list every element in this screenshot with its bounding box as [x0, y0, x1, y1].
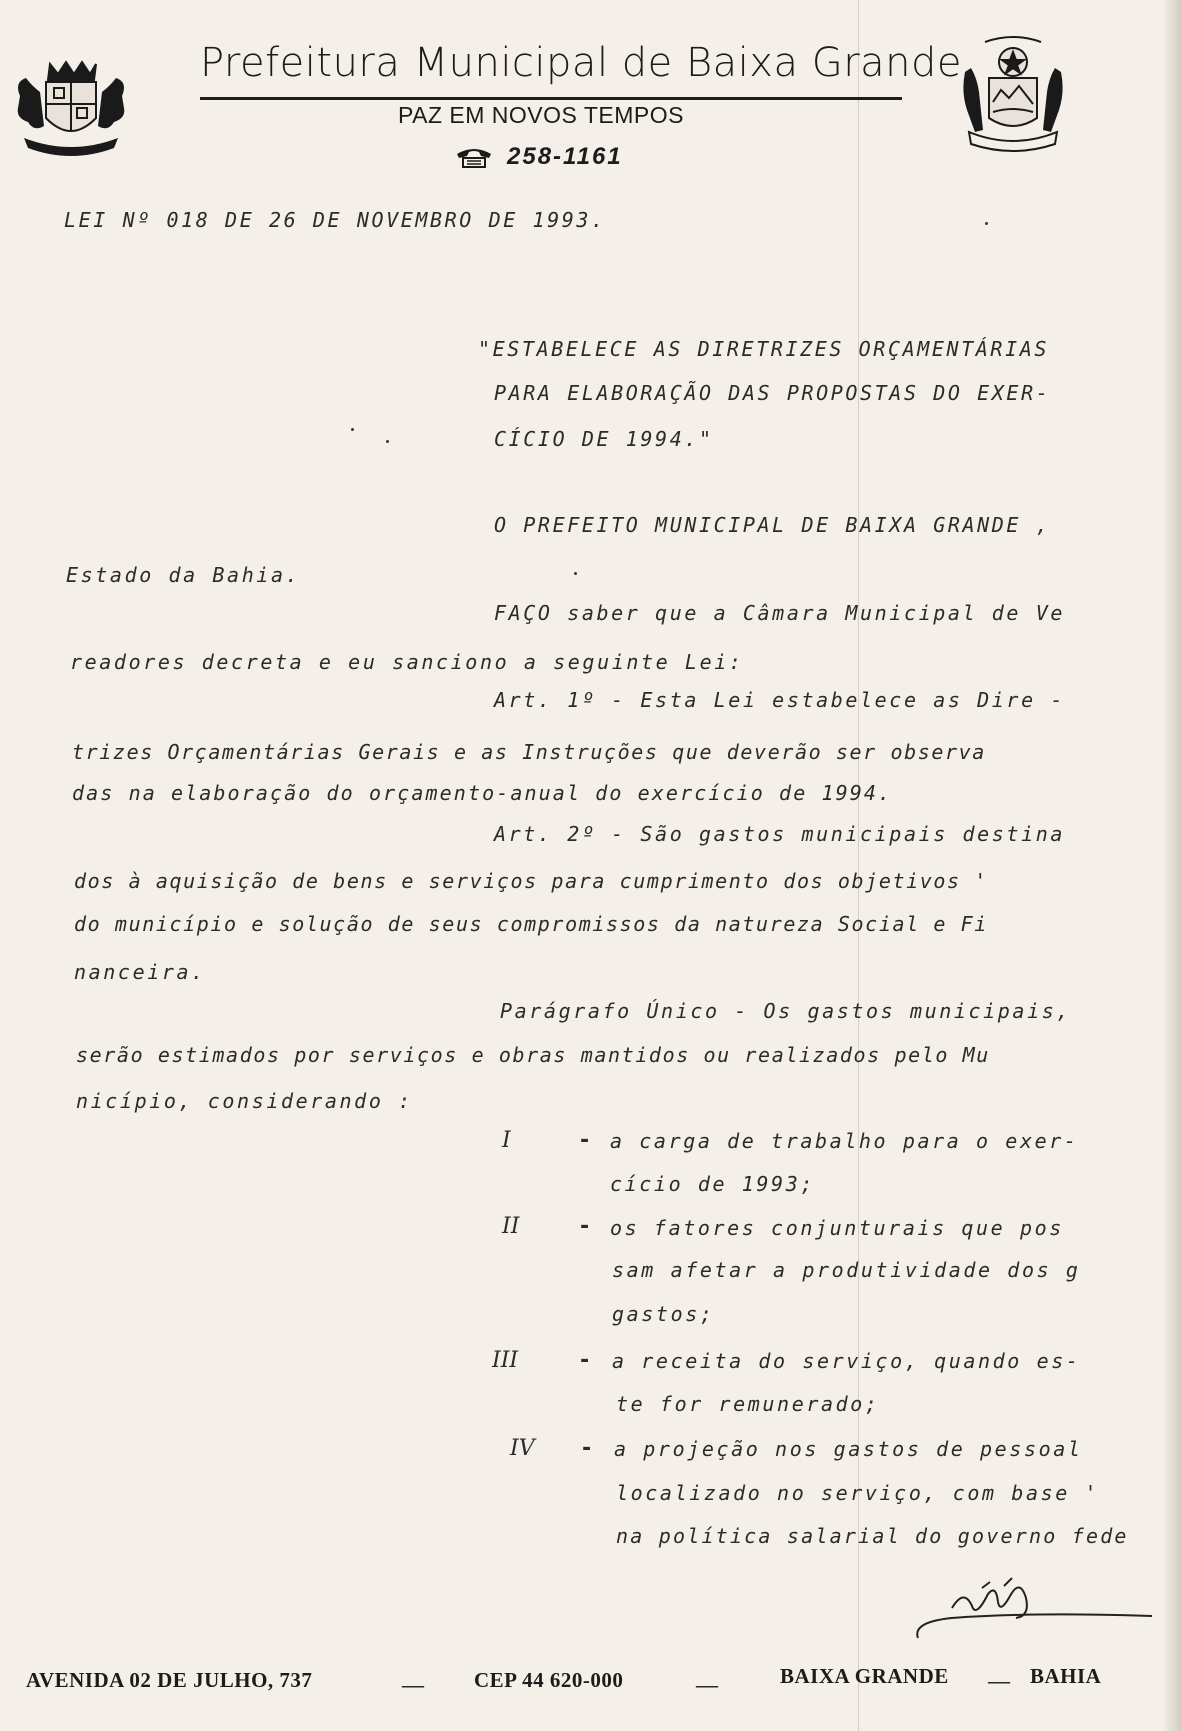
item-dash: - — [580, 1214, 590, 1239]
footer-separator: — — [402, 1672, 424, 1697]
footer-address: AVENIDA 02 DE JULHO, 737 — [26, 1668, 313, 1692]
body-line: nicípio, considerando : — [76, 1089, 413, 1113]
footer-separator: — — [696, 1672, 718, 1697]
item-line: sam afetar a produtividade dos g — [612, 1258, 1081, 1282]
item-line: a receita do serviço, quando es- — [612, 1349, 1081, 1373]
summary-line: PARA ELABORAÇÃO DAS PROPOSTAS DO EXER- — [494, 381, 1051, 405]
body-line: do município e solução de seus compromissos da natureza Social e Fi — [74, 912, 988, 936]
prefeito-line: O PREFEITO MUNICIPAL DE BAIXA GRANDE , — [494, 513, 1051, 537]
letterhead-rule — [200, 97, 902, 100]
letterhead-title: Prefeitura Municipal de Baixa Grande — [200, 40, 963, 86]
item-numeral: III — [492, 1348, 519, 1373]
body-line: nanceira. — [74, 960, 206, 984]
body-line: dos à aquisição de bens e serviços para cumprimento dos objetivos ' — [74, 869, 988, 893]
letterhead-motto: PAZ EM NOVOS TEMPOS — [398, 102, 684, 128]
telephone-icon — [455, 146, 493, 168]
state-coat-of-arms-icon — [957, 32, 1069, 154]
item-line: cício de 1993; — [610, 1172, 815, 1196]
body-line: Art. 2º - São gastos municipais destina — [494, 822, 1065, 846]
summary-line: "ESTABELECE AS DIRETRIZES ORÇAMENTÁRIAS — [478, 337, 1049, 361]
item-dash: - — [580, 1128, 590, 1153]
stray-mark — [351, 428, 354, 431]
letterhead-phone — [455, 143, 623, 171]
body-line: serão estimados por serviços e obras mantidos ou realizados pelo Mu — [76, 1043, 990, 1067]
item-line: os fatores conjunturais que pos — [610, 1216, 1064, 1240]
item-line: gastos; — [612, 1302, 715, 1326]
body-line: readores decreta e eu sanciono a seguinte Lei: — [70, 650, 744, 674]
footer-city: BAIXA GRANDE — [780, 1664, 949, 1688]
municipal-coat-of-arms-icon — [10, 52, 132, 158]
footer-cep: CEP 44 620-000 — [474, 1668, 624, 1692]
item-numeral: IV — [510, 1436, 535, 1461]
body-line: trizes Orçamentárias Gerais e as Instruções que deverão ser observa — [72, 740, 986, 764]
summary-line: CÍCIO DE 1994." — [494, 427, 714, 451]
page-fold-line — [858, 0, 859, 1731]
item-numeral: II — [502, 1214, 520, 1239]
item-dash: - — [580, 1348, 590, 1373]
item-numeral: I — [502, 1128, 511, 1153]
item-line: a projeção nos gastos de pessoal — [614, 1437, 1083, 1461]
body-line: Art. 1º - Esta Lei estabelece as Dire - — [494, 688, 1065, 712]
phone-number: 258-1161 — [507, 143, 623, 170]
stray-mark — [574, 572, 577, 575]
handwritten-signature — [912, 1568, 1162, 1658]
body-line: Parágrafo Único - Os gastos municipais, — [500, 999, 1071, 1023]
footer-separator: — — [988, 1668, 1010, 1693]
item-line: te for remunerado; — [616, 1392, 880, 1416]
law-heading: LEI Nº 018 DE 26 DE NOVEMBRO DE 1993. — [64, 208, 606, 232]
body-line: das na elaboração do orçamento-anual do exercício de 1994. — [72, 781, 893, 805]
stray-mark — [985, 222, 988, 225]
stray-mark — [386, 440, 389, 443]
item-dash: - — [582, 1436, 592, 1461]
item-line: na política salarial do governo fede — [616, 1524, 1129, 1548]
page-edge-shadow — [1163, 0, 1181, 1731]
footer-state: BAHIA — [1030, 1664, 1102, 1688]
item-line: a carga de trabalho para o exer- — [610, 1129, 1079, 1153]
body-line: FAÇO saber que a Câmara Municipal de Ve — [494, 601, 1065, 625]
estado-line: Estado da Bahia. — [66, 563, 301, 587]
item-line: localizado no serviço, com base ' — [616, 1481, 1100, 1505]
